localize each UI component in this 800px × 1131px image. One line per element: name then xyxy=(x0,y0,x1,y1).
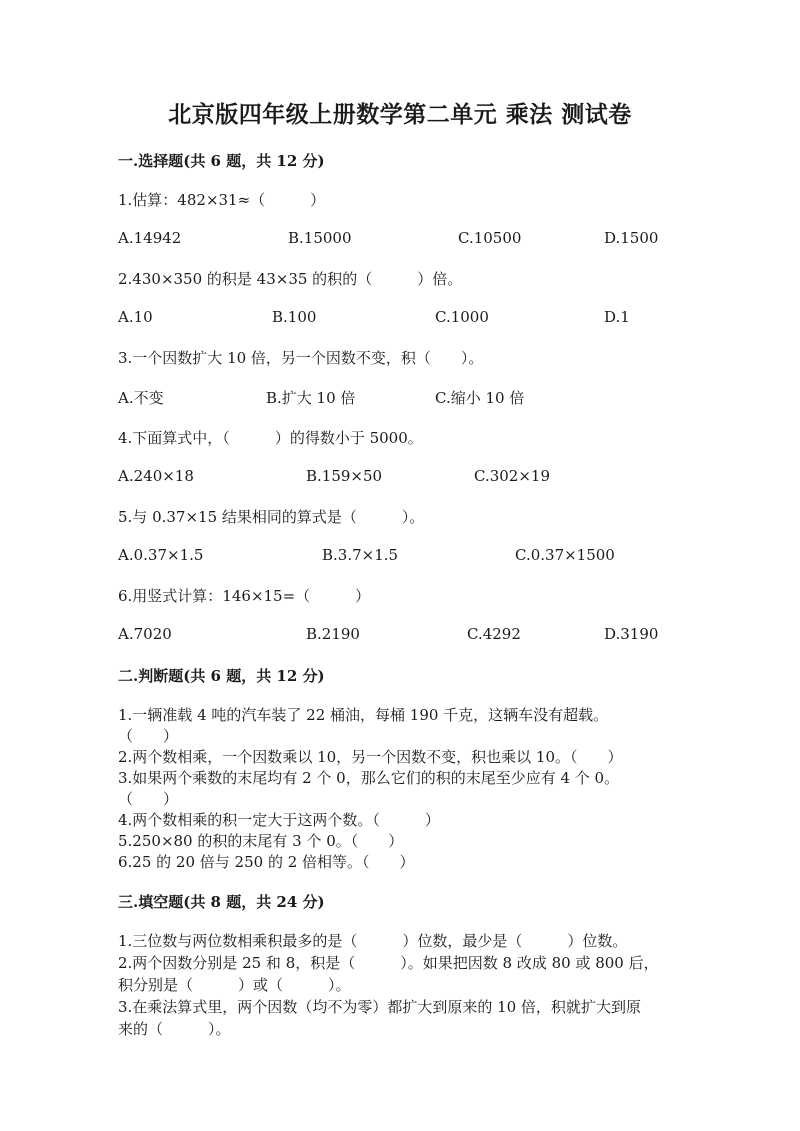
question-4: 4.下面算式中，（ ）的得数小于 5000。 xyxy=(118,429,423,447)
q5-option-a: A.0.37×1.5 xyxy=(118,546,204,564)
q1-option-d: D.1500 xyxy=(604,229,659,247)
q3-option-a: A.不变 xyxy=(118,389,164,407)
judgement-line-3: 2.两个数相乘，一个因数乘以 10，另一个因数不变，积也乘以 10。（ ） xyxy=(118,748,623,766)
question-1: 1.估算：482×31≈（ ） xyxy=(118,191,326,209)
judgement-line-1: 1.一辆准载 4 吨的汽车装了 22 桶油，每桶 190 千克，这辆车没有超载。 xyxy=(118,706,609,724)
q5-option-c: C.0.37×1500 xyxy=(515,546,615,564)
judgement-line-6: 4.两个数相乘的积一定大于这两个数。（ ） xyxy=(118,811,440,829)
q4-option-b: B.159×50 xyxy=(306,467,383,485)
q3-option-b: B.扩大 10 倍 xyxy=(266,389,356,407)
q2-option-a: A.10 xyxy=(118,308,153,326)
section-heading-fill-blank: 三.填空题(共 8 题，共 24 分) xyxy=(118,893,325,911)
q6-option-a: A.7020 xyxy=(118,625,172,643)
fill-line-2: 2.两个因数分别是 25 和 8，积是（ ）。如果把因数 8 改成 80 或 800 后， xyxy=(118,954,659,972)
q6-option-d: D.3190 xyxy=(604,625,659,643)
section-heading-choice: 一.选择题(共 6 题，共 12 分) xyxy=(118,152,325,170)
question-2: 2.430×350 的积是 43×35 的积的（ ）倍。 xyxy=(118,270,463,288)
fill-line-3: 积分别是（ ）或（ ）。 xyxy=(118,976,351,994)
fill-line-4: 3.在乘法算式里，两个因数（均不为零）都扩大到原来的 10 倍，积就扩大到原 xyxy=(118,998,641,1016)
q4-option-a: A.240×18 xyxy=(118,467,194,485)
q2-option-c: C.1000 xyxy=(435,308,489,326)
section-heading-judgement: 二.判断题(共 6 题，共 12 分) xyxy=(118,667,325,685)
q2-option-b: B.100 xyxy=(272,308,317,326)
judgement-line-4: 3.如果两个乘数的末尾均有 2 个 0，那么它们的积的末尾至少应有 4 个 0。 xyxy=(118,769,620,787)
judgement-line-5: （ ） xyxy=(118,790,179,808)
question-3: 3.一个因数扩大 10 倍，另一个因数不变，积（ ）。 xyxy=(118,349,484,367)
q1-option-a: A.14942 xyxy=(118,229,182,247)
q1-option-b: B.15000 xyxy=(288,229,352,247)
fill-line-1: 1.三位数与两位数相乘积最多的是（ ）位数，最少是（ ）位数。 xyxy=(118,932,628,950)
judgement-line-2: （ ） xyxy=(118,727,179,745)
question-5: 5.与 0.37×15 结果相同的算式是（ ）。 xyxy=(118,508,425,526)
q6-option-c: C.4292 xyxy=(467,625,521,643)
question-6: 6.用竖式计算：146×15=（ ） xyxy=(118,587,371,605)
q1-option-c: C.10500 xyxy=(458,229,522,247)
q2-option-d: D.1 xyxy=(604,308,630,326)
judgement-line-8: 6.25 的 20 倍与 250 的 2 倍相等。（ ） xyxy=(118,853,415,871)
q5-option-b: B.3.7×1.5 xyxy=(322,546,399,564)
judgement-line-7: 5.250×80 的积的末尾有 3 个 0。（ ） xyxy=(118,832,404,850)
fill-line-5: 来的（ ）。 xyxy=(118,1020,231,1038)
q3-option-c: C.缩小 10 倍 xyxy=(435,389,525,407)
q6-option-b: B.2190 xyxy=(306,625,360,643)
q4-option-c: C.302×19 xyxy=(474,467,550,485)
page-title: 北京版四年级上册数学第二单元 乘法 测试卷 xyxy=(168,101,632,128)
